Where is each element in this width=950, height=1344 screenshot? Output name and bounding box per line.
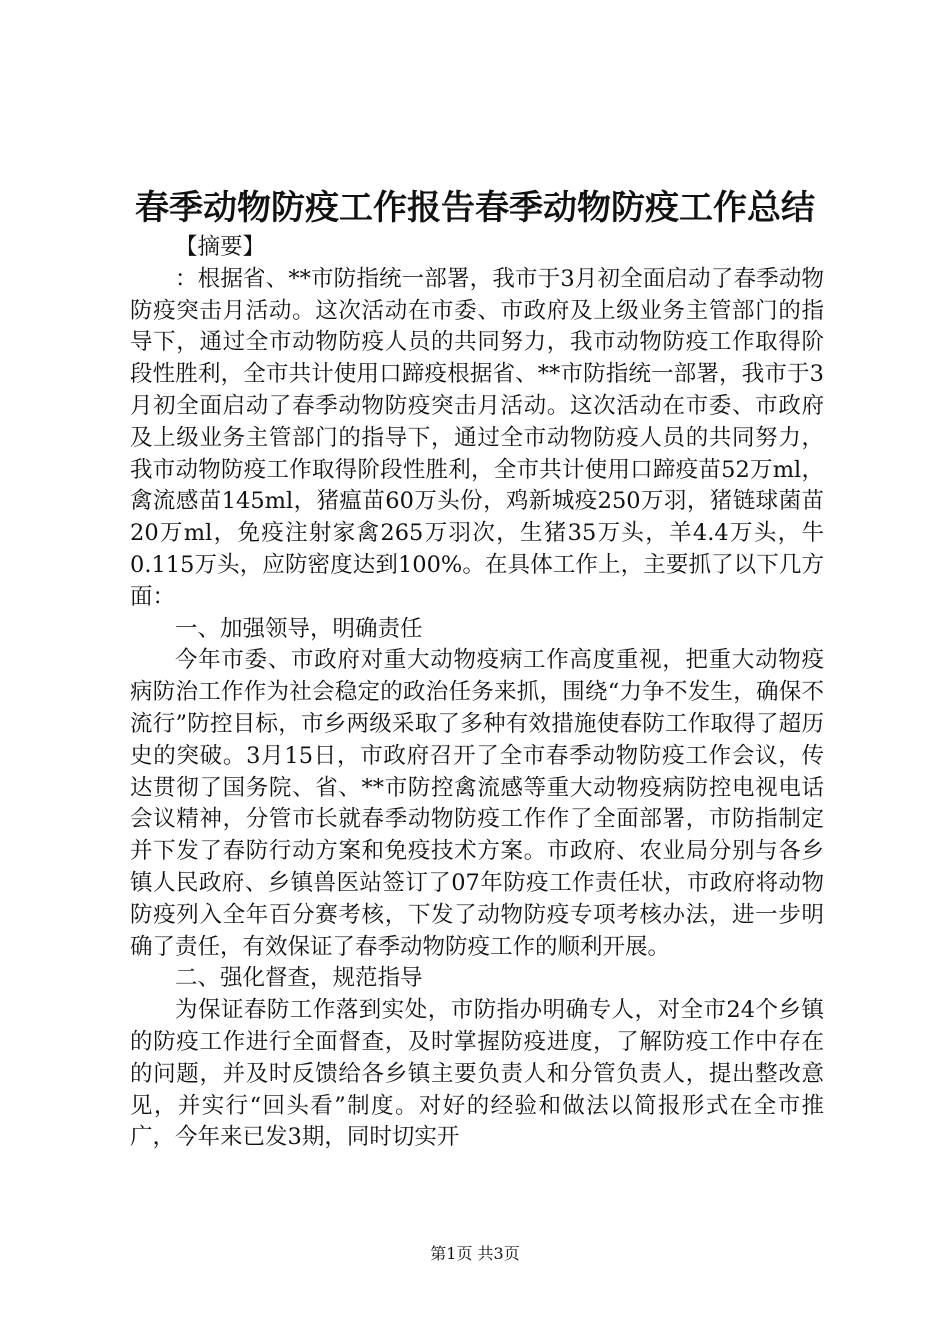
document-body xyxy=(130,232,824,1154)
document-title: 春季动物防疫工作报告春季动物防疫工作总结 xyxy=(135,188,815,228)
section-paragraph-2: 为保证春防工作落到实处，市防指办明确专人，对全市24个乡镇的防疫工作进行全面督查，及时掌握防疫进度，了解防疫工作中存在的问题，并及时反馈给各乡镇主要负责人和分管负责人，提出整改意见，并实行“回头看”制度。对好的经验和做法以简报形式在全市推广，今年来已发3期，同时切实开 xyxy=(130,997,824,1151)
abstract-heading: 【摘要】 xyxy=(175,234,266,260)
abstract-paragraph: ：根据省、**市防指统一部署，我市于3月初全面启动了春季动物防疫突击月活动。这次活动在市委、市政府及上级业务主管部门的指导下，通过全市动物防疫人员的共同努力，我市动物防疫工作取得阶段性胜利，全市共计使用口蹄疫根据省、**市防指统一部署，我市于3月初全面启动了春季动物防疫突击月活动。这次活动在市委、市政府及上级业务主管部门的指导下，通过全市动物防疫人员的共同努力，我市动物防疫工作取得阶段性胜利，全市共计使用口蹄疫苗52万ml，禽流感苗145ml，猪瘟苗60万头份，鸡新城疫250万羽，猪链球菌苗20万ml，免疫注射家禽265万羽次，生猪35万头，羊4.4万头，牛0.115万头，应防密度达到100%。在具体工作上，主要抓了以下几方面： xyxy=(130,265,824,610)
page-footer: 第1页 共3页 xyxy=(430,1244,520,1263)
section-paragraph-1: 今年市委、市政府对重大动物疫病工作高度重视，把重大动物疫病防治工作作为社会稳定的政治任务来抓，围绕“力争不发生，确保不流行”防控目标，市乡两级采取了多种有效措施使春防工作取得了超历史的突破。3月15日，市政府召开了全市春季动物防疫工作会议，传达贯彻了国务院、省、**市防控禽流感等重大动物疫病防控电视电话会议精神，分管市长就春季动物防疫工作作了全面部署，市防指制定并下发了春防行动方案和免疫技术方案。市政府、农业局分别与各乡镇人民政府、乡镇兽医站签订了07年防疫工作责任状，市政府将动物防疫列入全年百分赛考核，下发了动物防疫专项考核办法，进一步明确了责任，有效保证了春季动物防疫工作的顺利开展。 xyxy=(130,647,824,960)
section-heading-1: 一、加强领导，明确责任 xyxy=(175,615,423,642)
section-heading-2: 二、强化督查，规范指导 xyxy=(175,965,423,992)
